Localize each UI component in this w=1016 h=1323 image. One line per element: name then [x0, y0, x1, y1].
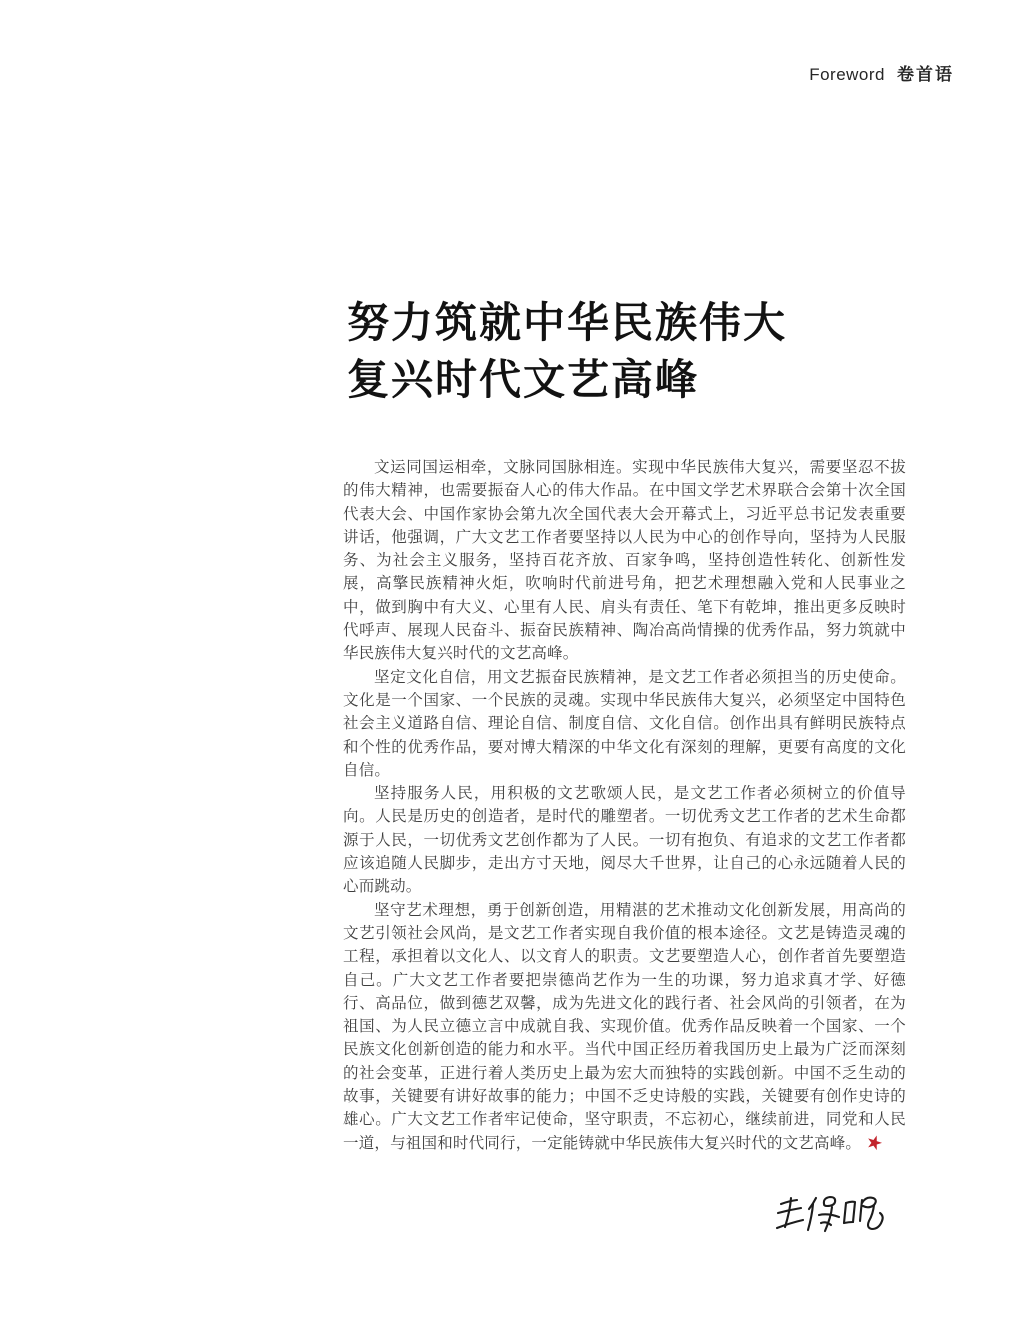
foreword-label-en: Foreword: [809, 65, 885, 84]
article-body: [343, 456, 906, 1155]
paragraph-1: 文运同国运相牵，文脉同国脉相连。实现中华民族伟大复兴，需要坚忍不拔的伟大精神，也需要振奋人心的伟大作品。在中国文学艺术界联合会第十次全国代表大会、中国作家协会第九次全国代表大会开幕式上，习近平总书记发表重要讲话，他强调，广大文艺工作者要坚持以人民为中心的创作导向，坚持为人民服务、为社会主义服务，坚持百花齐放、百家争鸣，坚持创造性转化、创新性发展，高擎民族精神火炬，吹响时代前进号角，把艺术理想融入党和人民事业之中，做到胸中有大义、心里有人民、肩头有责任、笔下有乾坤，推出更多反映时代呼声、展现人民奋斗、振奋民族精神、陶冶高尚情操的优秀作品，努力筑就中华民族伟大复兴时代的文艺高峰。: [343, 458, 906, 663]
signature-strokes: [772, 1190, 890, 1240]
paragraph-2: 坚定文化自信，用文艺振奋民族精神，是文艺工作者必须担当的历史使命。文化是一个国家、一个民族的灵魂。实现中华民族伟大复兴，必须坚定中国特色社会主义道路自信、理论自信、制度自信、文化自信。创作出具有鲜明民族特点和个性的优秀作品，要对博大精深的中华文化有深刻的理解，更要有高度的文化自信。: [343, 667, 906, 779]
paragraph-4-text: 坚守艺术理想，勇于创新创造，用精湛的艺术推动文化创新发展，用高尚的文艺引领社会风尚，是文艺工作者实现自我价值的根本途径。文艺是铸造灵魂的工程，承担着以文化人、以文育人的职责。文艺要塑造人心，创作者首先要塑造自己。广大文艺工作者要把崇德尚艺作为一生的功课，努力追求真才学、好德行、高品位，做到德艺双馨，成为先进文化的践行者、社会风尚的引领者，在为祖国、为人民立德立言中成就自我、实现价值。优秀作品反映着一个国家、一个民族文化创新创造的能力和水平。当代中国正经历着我国历史上最为广泛而深刻的社会变革，正进行着人类历史上最为宏大而独特的实践创新。中国不乏生动的故事，关键要有讲好故事的能力；中国不乏史诗般的实践，关键要有创作史诗的雄心。广大文艺工作者牢记使命，坚守职责，不忘初心，继续前进，同党和人民一道，与祖国和时代同行，一定能铸就中华民族伟大复兴时代的文艺高峰。: [343, 900, 906, 1152]
running-head: [809, 60, 954, 85]
article-title-line-2: 复兴时代文艺高峰: [347, 355, 700, 404]
article-title: [347, 294, 787, 408]
paragraph-4: [343, 899, 906, 1155]
red-star-icon: ★: [862, 1129, 887, 1156]
foreword-label-zh: 卷首语: [897, 65, 954, 85]
article-title-line-1: 努力筑就中华民族伟大: [347, 298, 788, 347]
author-signature-handwritten: [772, 1190, 890, 1240]
paragraph-3: 坚持服务人民，用积极的文艺歌颂人民，是文艺工作者必须树立的价值导向。人民是历史的创造者，是时代的雕塑者。一切优秀文艺工作者的艺术生命都源于人民，一切优秀文艺创作都为了人民。一切有抱负、有追求的文艺工作者都应该追随人民脚步，走出方寸天地，阅尽大千世界，让自己的心永远随着人民的心而跳动。: [343, 784, 906, 896]
